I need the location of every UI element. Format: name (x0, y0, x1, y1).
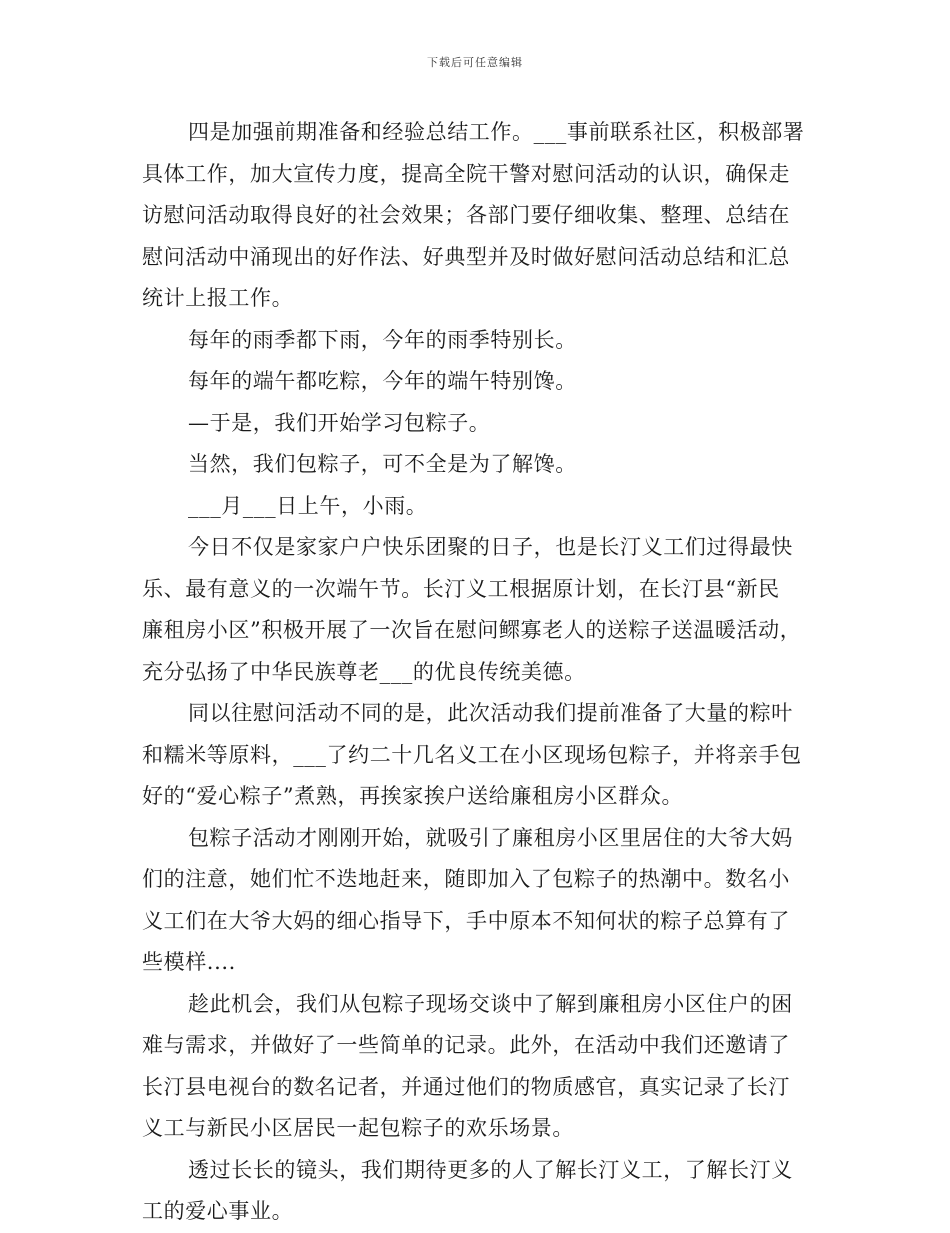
paragraph-line: 长汀县电视台的数名记者，并通过他们的物质感官，真实记录了长汀 (142, 1074, 790, 1099)
paragraph-line: 统计上报工作。 (142, 286, 294, 310)
paragraph-line: 四是加强前期准备和经验总结工作。___事前联系社区，积极部署 (188, 120, 805, 144)
paragraph-line: 当然，我们包粽子，可不全是为了解馋。 (188, 452, 577, 476)
paragraph-line: 包粽子活动才刚刚开始，就吸引了廉租房小区里居住的大爷大妈 (188, 825, 793, 850)
paragraph-line: 今日不仅是家家户户快乐团聚的日子，也是长汀义工们过得最快 (188, 535, 793, 559)
page-header: 下载后可任意编辑 (427, 56, 523, 69)
paragraph-line: 好的“爱心粽子”煮熟，再挨家挨户送给廉租房小区群众。 (142, 784, 684, 808)
paragraph-line: 难与需求，并做好了一些简单的记录。此外，在活动中我们还邀请了 (142, 1033, 790, 1057)
paragraph-line: 同以往慰问活动不同的是，此次活动我们提前准备了大量的粽叶 (188, 701, 793, 725)
paragraph-line: 每年的雨季都下雨，今年的雨季特别长。 (188, 327, 577, 352)
paragraph-line: 慰问活动中涌现出的好作法、好典型并及时做好慰问活动总结和汇总 (142, 244, 790, 269)
paragraph-line: 透过长长的镜头，我们期待更多的人了解长汀义工，了解长汀义 (188, 1157, 793, 1182)
paragraph-line: —于是，我们开始学习包粽子。 (188, 410, 491, 435)
paragraph-line: 工的爱心事业。 (142, 1199, 294, 1223)
paragraph-line: ___月___日上午，小雨。 (188, 493, 428, 518)
paragraph-line: 义工与新民小区居民一起包粽子的欢乐场景。 (142, 1116, 574, 1140)
paragraph-line: 每年的端午都吃粽，今年的端午特别馋。 (188, 369, 577, 393)
paragraph-line: 充分弘扬了中华民族尊老___的优良传统美德。 (142, 659, 586, 684)
paragraph-line: 访慰问活动取得良好的社会效果；各部门要仔细收集、整理、总结在 (142, 203, 790, 227)
paragraph-line: 些模样.... (142, 950, 236, 974)
document-body (142, 112, 812, 1233)
paragraph-line: 义工们在大爷大妈的细心指导下，手中原本不知何状的粽子总算有了 (142, 908, 790, 933)
paragraph-line: 和糯米等原料，___了约二十几名义工在小区现场包粽子，并将亲手包 (142, 742, 802, 767)
paragraph-line: 具体工作，加大宣传力度，提高全院干警对慰问活动的认识，确保走 (142, 161, 790, 186)
paragraph-line: 趁此机会，我们从包粽子现场交谈中了解到廉租房小区住户的困 (188, 991, 793, 1016)
paragraph-line: 廉租房小区”积极开展了一次旨在慰问鳏寡老人的送粽子送温暖活动， (142, 618, 802, 642)
paragraph-line: 乐、最有意义的一次端午节。长汀义工根据原计划，在长汀县“新民 (142, 576, 780, 601)
paragraph-line: 们的注意，她们忙不迭地赶来，随即加入了包粽子的热潮中。数名小 (142, 867, 790, 891)
